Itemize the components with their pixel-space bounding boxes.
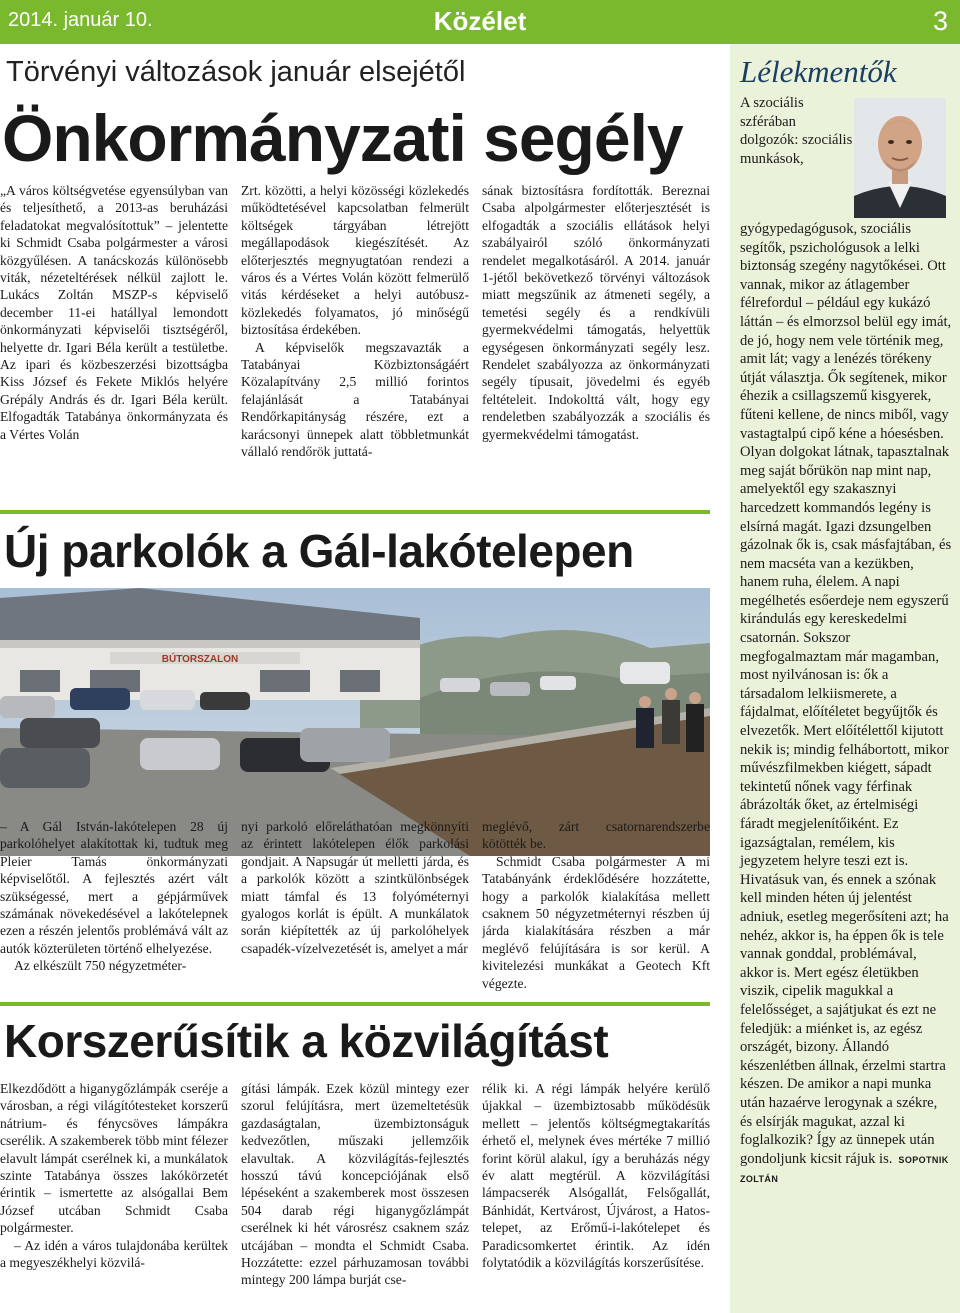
parking-lot-illustration <box>0 588 710 856</box>
article3-column-3 <box>482 1080 710 1306</box>
paragraph: Schmidt Csaba polgármester A mi Tatabányánk érdeklődésére hozzátette, hogy a parkolók kialakítása mellett csaknem 50 négyzetméternyi részben új járda kialakítására részben a már meglévő felújítására is sor kerül. A kivitelezési munkákat a Geotech Kft végezte. <box>482 853 710 991</box>
paragraph: gítási lámpák. Ezek közül mintegy ezer szorul felújításra, mert üzemeltetésük gazdaságtalan, üzembiztonságuk kedvezőtlen, műszaki jellemzőik elavultak. A közvilágítás-fejlesztés hosszú távú koncepciójának első lépéseként a szakemberek most összesen 504 darab régi higanygőzlámpát cserélnek ki hét városrész csaknem száz utcájában – mondta el Schmidt Csaba. Hozzátette: ezzel párhuzamosan további mintegy 200 lámpa burját cse- <box>241 1081 469 1288</box>
section-divider <box>0 510 710 514</box>
article2-column-2 <box>241 818 469 994</box>
article1-column-2 <box>241 182 469 544</box>
article1-column-1 <box>0 182 228 544</box>
sidebar-article-text <box>740 94 952 1189</box>
article1-kicker: Törvényi változások január elsejétől <box>6 56 466 88</box>
paragraph: meglévő, zárt csatornarendszerbe kötötték be. <box>482 819 710 852</box>
portrait-spacer <box>854 94 952 220</box>
page-number: 3 <box>932 6 948 36</box>
paragraph: – A Gál István-lakótelepen 28 új parkolóhelyet alakítottak ki, tudtuk meg Pleier Tamás önkormányzati képviselőtől. A fejlesztés azért vált szükségessé, mert a gépjárművek számának növekedésével a lakótelepnek ezen a részén jelentős problémává vált az autók közterületen történő elhelyezése. <box>0 819 228 956</box>
paragraph: nyi parkoló előreláthatóan megkönnyíti az érintett lakótelepen élők parkolási gondjait. A Napsugár út melletti járda, és a parkolók között a szintkülönbségek miatt támfal és 13 folyóméternyi gyalogos korlát is épült. A munkálatok során kiépítették az új parkolóhelyek csapadék-vízelvezetését is, amelyet a már <box>241 819 469 956</box>
photo-shop-sign: BÚTORSZALON <box>161 654 239 665</box>
paragraph: Az elkészült 750 négyzetméter- <box>14 958 187 974</box>
sidebar-title: Lélekmentők <box>740 54 897 89</box>
article3-title: Korszerűsítik a közvilágítást <box>4 1015 609 1067</box>
paragraph: „A város költségvetése egyensúlyban van és teljesíthető, a 2013-as beruházási feladatokat megvalósítottuk” – jelentette ki Schmidt Csaba polgármester a városi közgyűlésen. A tanácskozás különösebb viták, nézeteltérések nélkül zajlott le. Lukács Zoltán MSZP-s képviselő december 11-ei hatállyal lemondott önkormányzati képviselői tisztségéről, helyette dr. Igari Béla került a testületbe. Az ipari és közbeszerzési bizottságba Kiss József és Fekete Miklós helyére Grépály András és dr. Igari Béla került. Elfogadták Tatabánya önkormányzata és a Vértes Volán <box>0 183 228 442</box>
paragraph: A képviselők megszavazták a Tatabányai Közbiztonságáért Közalapítvány 2,5 millió forintos felajánlását a Tatabányai Rendőrkapitányság részére, ezt a karácsonyi ünnepek alatt többletmunkát vállaló rendőrök juttatá- <box>241 339 469 460</box>
sidebar-author: SOPOTNIK ZOLTÁN <box>740 1154 949 1185</box>
article3-column-2 <box>241 1080 469 1306</box>
article3-body <box>0 1080 710 1306</box>
section-title: Közélet <box>433 6 527 36</box>
section-divider <box>0 1002 710 1006</box>
article1-title: Önkormányzati segély <box>2 101 683 175</box>
paragraph: Elkezdődött a higanygőzlámpák cseréje a városban, a régi világítótesteket korszerű nátrium- és fénycsöves lámpákra cserélik. A szakemberek több mint félezer elavult lámpát cserélnek ki, a munkálatok szinte Tatabánya összes lakókörzetét érintik – ismertette az alsógallai Bem József utcában Schmidt Csaba polgármester. <box>0 1081 228 1236</box>
article2-body <box>0 818 710 994</box>
article3-column-1 <box>0 1080 228 1306</box>
paragraph: – Az idén a város tulajdonába kerültek a megyeszékhelyi közvilá- <box>0 1237 228 1271</box>
paragraph: sának biztosításra fordították. Bereznai Csaba alpolgármester előterjesztését is elfogadták a szociális ellátások helyi szabályairól szóló önkormányzati rendelet megalkotásáról. A 2014. január 1-jétől bekövetkező törvényi változások miatt megszűnik az átmeneti segély, a temetési segély és a rendkívüli gyermekvédelmi támogatás, helyettük egységesen önkormányzati segély lesz. Rendelet szabályozza az önkormányzati segély típusait, jövedelmi és egyéb feltételeit. Indokolttá vált, hogy egy rendeletben szabályozzák a szociális és gyermekvédelmi támogatást. <box>482 183 710 442</box>
article1-body <box>0 182 710 544</box>
main-content <box>0 44 726 1313</box>
page-header-bar <box>0 0 960 44</box>
sidebar-body: A szociális szférában dolgozók: szociális munkások, gyógypedagógusok, szociális segítők, pszichológusok a lelki biztonság szegény nagytőkései. Ott vannak, mikor az átlagember félrefordul – például egy kukázó láttán – és elmorzsol belül egy imát, de jó, hogy nem vele történik meg, amit lát; vagy a lenézés törékeny útját választja. Ők segítenek, mikor éhezik a csillagszemű kisgyerek, fűteni kellene, de nincs miből, vagy vastagtalpú cipő kéne a hóesésben. Olyan dolgokat látnak, tapasztalnak meg saját bőrükön nap mint nap, amelyektől egy szakasznyi harcedzett kommandós legény is elsírná magát. Igazi dzsungelben gázolnak ők is, csak másfajtában, és nem macséta van a kezükben, hanem ruha, élelem. A napi megélhetés esőerdeje nem egyszerű kirándulás egy kereskedelmi csatornán. Sokszor megfogalmaztam már magamban, most nyilvánosan is: ők a társadalom lelkiismerete, a fájdalmat, előítéletet begyűjtők és elvezetők. Mert előítélettől kijutott nekik is; mindig felhábortott, mikor művészfilmekben kiégett, sápadt tekintetű nőnek vagy férfinak ábrázolták őket, az értelmiségi fáradt megjelenítőiként. Ez igazságtalan, remélem, kis jegyzetem helyre teszi ezt is. Hivatásuk van, és ennek a szónak kell minden héten új jelentést adniuk, esetleg megerősíteni azt; ha nehéz, akkor is, ha éppen ők is tele vannak gonddal, problémával, akkor is. Mert egész életükben viszik, cipelik magukkal a felelősséget, a sajátjukat és ezt ne feledjük: a miénket is, az egész országét, bizony. Állandó készenlétben állnak, érzelmi startra készen. De amikor a napi munka után hazaérve lerogynak a székre, és elsírják magukat, azzal ki foglalkozik? Így az ünnepek után gondoljunk kicsit rájuk is. <box>740 95 952 1167</box>
parking-lot-photo <box>0 588 710 856</box>
people <box>636 688 704 752</box>
article2-column-1 <box>0 818 228 994</box>
article2-column-3 <box>482 818 710 994</box>
sidebar-column <box>730 44 960 1313</box>
paragraph: rélik ki. A régi lámpák helyére kerülő újakkal – üzembiztosabb működésük mellett – jelentős költségmegtakarítás érhető el, melynek éves mértéke 7 millió forint körül alakul, így a beruházás négy év alatt megtérül. A közvilágítási lámpacserék Alsógallát, Felsőgallát, Bánhidát, Kertvárost, Újvárost, a Hatos-telepet, az Erőmű-i-lakótelepet és Paradicsomkertet érintik. Az idén folytatódik a közvilágítás korszerűsítése. <box>482 1081 710 1271</box>
issue-date: 2014. január 10. <box>8 9 153 31</box>
paragraph: Zrt. közötti, a helyi közösségi közlekedés működtetésével kapcsolatban felmerült költségek tárgyában létrejött megállapodások kiegészítését. Az előterjesztés megnyugtatóan rendezi a város és a Vértes Volán között felmerülő vitás kérdéseket a helyi autóbusz-közlekedés folyamatos, jó minőségű biztosítása érdekében. <box>241 183 469 338</box>
article1-column-3 <box>482 182 710 544</box>
article2-title: Új parkolók a Gál-lakótelepen <box>4 525 634 577</box>
